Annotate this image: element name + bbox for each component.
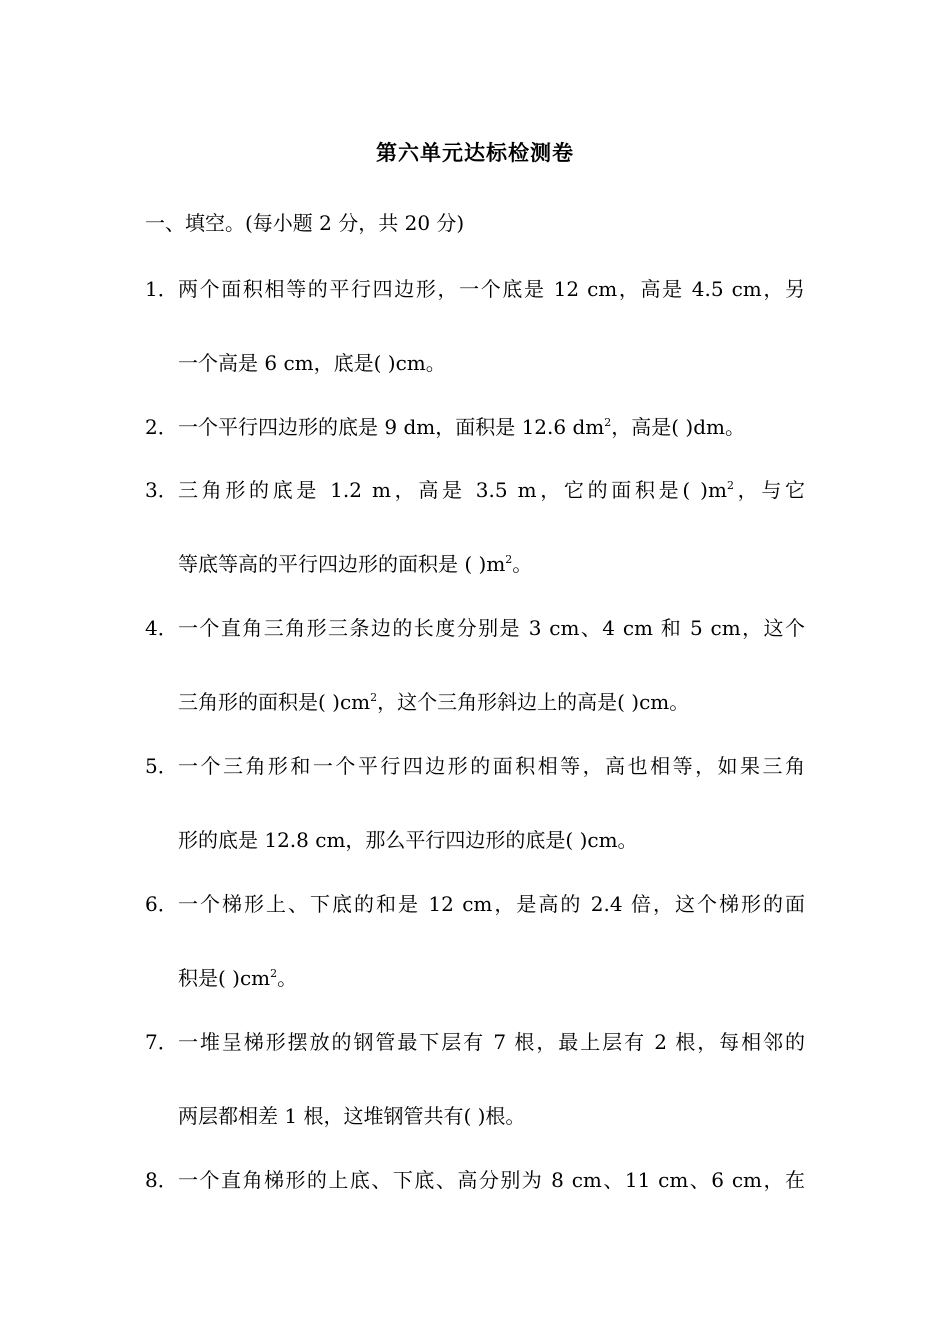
question-text: 两层都相差 1 根，这堆钢管共有( )根。 [178,1104,526,1128]
question-line [178,689,689,715]
superscript: 2 [604,416,612,429]
question-text: 一个高是 6 cm，底是( )cm。 [178,351,446,375]
question-text: 三角形的底是 1.2 m，高是 3.5 m，它的面积是( )m [178,478,727,502]
question-line [178,753,805,779]
question-text: ，高是( )dm。 [611,415,745,439]
question-text: 一个直角三角形三条边的长度分别是 3 cm、4 cm 和 5 cm，这个 [178,616,805,640]
question-text: 一个直角梯形的上底、下底、高分别为 8 cm、11 cm、6 cm，在 [178,1168,805,1192]
question-text: ，这个三角形斜边上的高是( )cm。 [377,690,690,714]
question-text: 等底等高的平行四边形的面积是 ( )m [178,552,506,576]
question-number: 4． [145,616,178,640]
superscript: 2 [270,967,278,980]
question-text: 一个三角形和一个平行四边形的面积相等，高也相等，如果三角 [178,754,805,778]
question-text: 。 [277,966,298,990]
question-text: ，与它 [733,478,806,502]
question-text: 形的底是 12.8 cm，那么平行四边形的底是( )cm。 [178,828,638,852]
question-text: 三角形的面积是( )cm [178,690,371,714]
question-line [178,276,805,302]
superscript: 2 [505,553,513,566]
question-line [178,965,297,991]
question-text: 两个面积相等的平行四边形，一个底是 12 cm，高是 4.5 cm，另 [178,277,805,301]
question-line [178,414,745,440]
question-line [178,350,446,376]
question-number: 1． [145,277,178,301]
question-line [178,1029,805,1055]
question-line [178,551,532,577]
question-line [178,827,638,853]
question-text: 积是( )cm [178,966,271,990]
question-number: 2． [145,415,178,439]
question-line [178,477,805,503]
superscript: 2 [726,479,734,492]
question-text: 一个梯形上、下底的和是 12 cm，是高的 2.4 倍，这个梯形的面 [178,892,805,916]
section-heading: 一、填空。(每小题 2 分，共 20 分) [145,211,465,235]
question-text: 。 [512,552,533,576]
question-number: 8． [145,1168,178,1192]
question-number: 6． [145,892,178,916]
question-text: 一个平行四边形的底是 9 dm，面积是 12.6 dm [178,415,605,439]
question-number: 3． [145,478,178,502]
question-number: 7． [145,1030,178,1054]
superscript: 2 [370,691,378,704]
question-line [178,891,805,917]
question-line [178,1103,525,1129]
question-line [178,615,805,641]
question-number: 5． [145,754,178,778]
question-text: 一堆呈梯形摆放的钢管最下层有 7 根，最上层有 2 根，每相邻的 [178,1030,805,1054]
page-title: 第六单元达标检测卷 [376,140,574,165]
question-line [178,1167,805,1193]
